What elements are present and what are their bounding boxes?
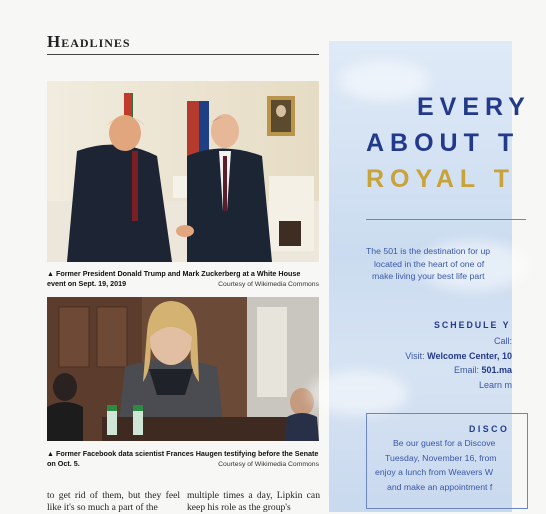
caption-marker-icon: ▲ [47, 271, 54, 278]
caption-text: Former Facebook data scientist Frances Haugen testifying before the Senate on Oct. 5. [47, 449, 319, 468]
caption-marker-icon: ▲ [47, 451, 54, 458]
trump-zuckerberg-photo [47, 81, 319, 262]
discover-heading: DISCO [469, 424, 510, 434]
body-text-column: multiple times a day, Lipkin can keep his role as the group's [187, 490, 320, 513]
photo-caption [47, 269, 319, 289]
discover-line: enjoy a lunch from Weavers W [375, 467, 494, 477]
visit-link[interactable]: Welcome Center, 10 [427, 350, 512, 361]
cloud-decoration [339, 61, 429, 101]
royal-t-advertisement [329, 41, 531, 512]
section-title: Headlines [47, 32, 131, 51]
ad-divider [366, 219, 526, 220]
visit-label: Visit: [405, 350, 425, 361]
discover-text [375, 436, 497, 494]
discover-line: Tuesday, November 16, from [385, 452, 497, 463]
ad-intro-line: make living your best life part [372, 271, 485, 281]
ad-intro [366, 245, 546, 283]
schedule-heading: SCHEDULE Y [434, 320, 511, 330]
email-label: Email: [453, 365, 479, 375]
body-text-column: to get rid of them, but they feel like it's so much a part of the [47, 490, 180, 513]
learn-more-link[interactable]: Learn m [478, 379, 512, 390]
email-link[interactable]: 501.ma [481, 365, 512, 375]
call-label: Call: [493, 336, 512, 346]
photo-credit: Courtesy of Wikimedia Commons [218, 461, 319, 468]
ad-title-line: EVERY [417, 93, 531, 121]
discover-line: and make an appointment f [387, 481, 493, 492]
photo-credit: Courtesy of Wikimedia Commons [218, 281, 319, 288]
caption-text: Former President Donald Trump and Mark Zuckerberg at a White House event on Sept. 19, 2019 [47, 269, 301, 288]
ad-intro-line: The 501 is the destination for up [366, 246, 491, 256]
haugen-testimony-photo [47, 297, 319, 441]
section-divider [47, 54, 319, 55]
ad-title-line: ROYAL T [366, 165, 515, 193]
discover-line: Be our guest for a Discove [393, 438, 496, 448]
contact-info [362, 334, 512, 392]
photo-caption [47, 449, 319, 469]
ad-intro-line: located in the heart of one of [374, 258, 485, 269]
ad-title-line: ABOUT T [366, 129, 520, 157]
